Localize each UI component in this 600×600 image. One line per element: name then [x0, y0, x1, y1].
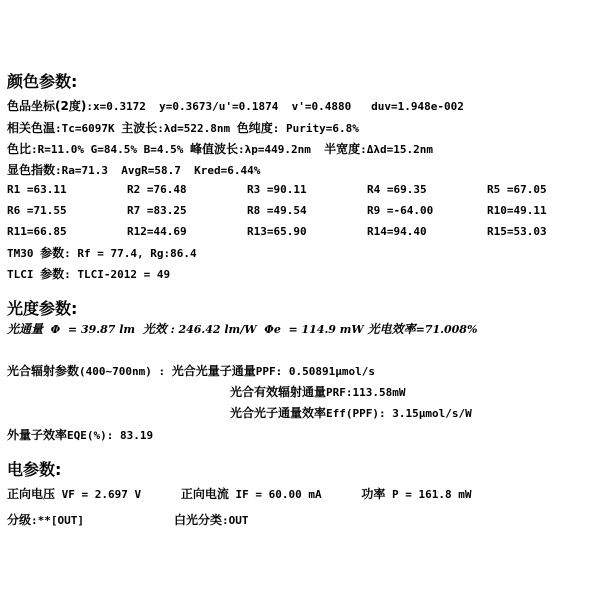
electrical-row — [7, 487, 471, 502]
cri-label: 显色指数 — [7, 163, 56, 177]
eqe-value: EQE(%): 83.19 — [67, 429, 154, 442]
tm30-label: 参数 — [40, 246, 65, 260]
grade-label: 分级 — [7, 513, 32, 527]
white-light-class-label: 白光分类 — [174, 513, 223, 527]
purity-label: 色纯度 — [236, 121, 273, 135]
photon-efficiency-value: Eff(PPF): 3.15μmol/s/W — [326, 407, 472, 420]
cct-row — [7, 121, 359, 136]
tm30-prefix: TM30 — [7, 247, 41, 260]
chromaticity-values: :x=0.3172 y=0.3673/u'=0.1874 v'=0.4880 duv=1.948e-002 — [86, 100, 464, 113]
color-ratio-row — [7, 142, 433, 157]
flux-value: Φ = 39.87 lm — [43, 323, 143, 336]
prf-row — [230, 385, 406, 400]
cri-row — [7, 163, 260, 178]
grade-value: :**[OUT] — [31, 514, 84, 527]
color-params-heading: 颜色参数: — [7, 72, 78, 91]
eqe-row — [7, 428, 153, 443]
r-value: R15=53.03 — [487, 225, 547, 238]
dominant-wavelength-label: 主波长 — [121, 121, 158, 135]
grade-row — [7, 513, 84, 528]
color-ratio-label: 色比 — [7, 142, 32, 156]
r-value: R8 =49.54 — [247, 204, 307, 217]
tlci-row — [7, 267, 170, 282]
white-light-class-row — [174, 513, 249, 528]
tlci-value: : TLCI-2012 = 49 — [64, 268, 171, 281]
r-value: R12=44.69 — [127, 225, 187, 238]
cri-value: :Ra=71.3 AvgR=58.7 Kred=6.44% — [55, 164, 261, 177]
wall-plug-efficiency-value: =71.008% — [415, 323, 478, 336]
ppf-value: PPF: 0.50891μmol/s — [255, 365, 375, 378]
forward-voltage-value: VF = 2.697 V — [55, 488, 142, 501]
eqe-label: 外量子效率 — [7, 428, 68, 442]
efficacy-value: : 246.42 lm/W Φe = 114.9 mW — [166, 323, 368, 336]
r-value: R7 =83.25 — [127, 204, 187, 217]
r-value: R3 =90.11 — [247, 183, 307, 196]
power-label: 功率 — [361, 487, 386, 501]
peak-wavelength-label: 峰值波长 — [189, 142, 238, 156]
chromaticity-row — [7, 99, 464, 114]
r-value: R2 =76.48 — [127, 183, 187, 196]
power-value: P = 161.8 mW — [385, 488, 472, 501]
radiation-row — [7, 364, 375, 379]
efficacy-label: 光效 — [142, 322, 167, 336]
prf-label: 光合有效辐射通量 — [230, 385, 327, 399]
flux-row — [7, 322, 477, 337]
tm30-value: : Rf = 77.4, Rg:86.4 — [64, 247, 197, 260]
r-value: R9 =-64.00 — [367, 204, 434, 217]
ppf-label: 光合光量子通量 — [171, 364, 256, 378]
wall-plug-efficiency-label: 光电效率 — [367, 322, 416, 336]
white-light-class-value: :OUT — [222, 514, 249, 527]
purity-value: : Purity=6.8% — [272, 122, 359, 135]
photon-efficiency-row — [230, 406, 472, 421]
r-value: R4 =69.35 — [367, 183, 427, 196]
r-value: R1 =63.11 — [7, 183, 67, 196]
r-value: R10=49.11 — [487, 204, 547, 217]
chromaticity-label: 色品坐标(2度) — [7, 99, 87, 113]
r-value: R11=66.85 — [7, 225, 67, 238]
tlci-label: 参数 — [40, 267, 65, 281]
dominant-wavelength-value: :λd=522.8nm — [157, 122, 231, 135]
radiation-params-label: 光合辐射参数 — [7, 364, 80, 378]
forward-current-value: IF = 60.00 mA — [228, 488, 322, 501]
forward-voltage-label: 正向电压 — [7, 487, 56, 501]
forward-current-label: 正向电流 — [180, 487, 229, 501]
r-value: R5 =67.05 — [487, 183, 547, 196]
r-value: R13=65.90 — [247, 225, 307, 238]
fwhm-value: :Δλd=15.2nm — [360, 143, 433, 156]
r-value: R14=94.40 — [367, 225, 427, 238]
peak-wavelength-value: :λp=449.2nm — [237, 143, 311, 156]
radiation-range: (400~700nm) : — [79, 365, 172, 378]
photometric-params-heading: 光度参数: — [7, 299, 78, 318]
r-value: R6 =71.55 — [7, 204, 67, 217]
electrical-params-heading: 电参数: — [7, 460, 62, 479]
flux-label: 光通量 — [7, 322, 44, 336]
color-ratio-value: :R=11.0% G=84.5% B=4.5% — [31, 143, 184, 156]
fwhm-label: 半宽度 — [324, 142, 361, 156]
tlci-prefix: TLCI — [7, 268, 41, 281]
cct-label: 相关色温 — [7, 121, 56, 135]
tm30-row — [7, 246, 197, 261]
photon-efficiency-label: 光合光子通量效率 — [230, 406, 327, 420]
prf-value: PRF:113.58mW — [326, 386, 406, 399]
cct-value: :Tc=6097K — [55, 122, 115, 135]
